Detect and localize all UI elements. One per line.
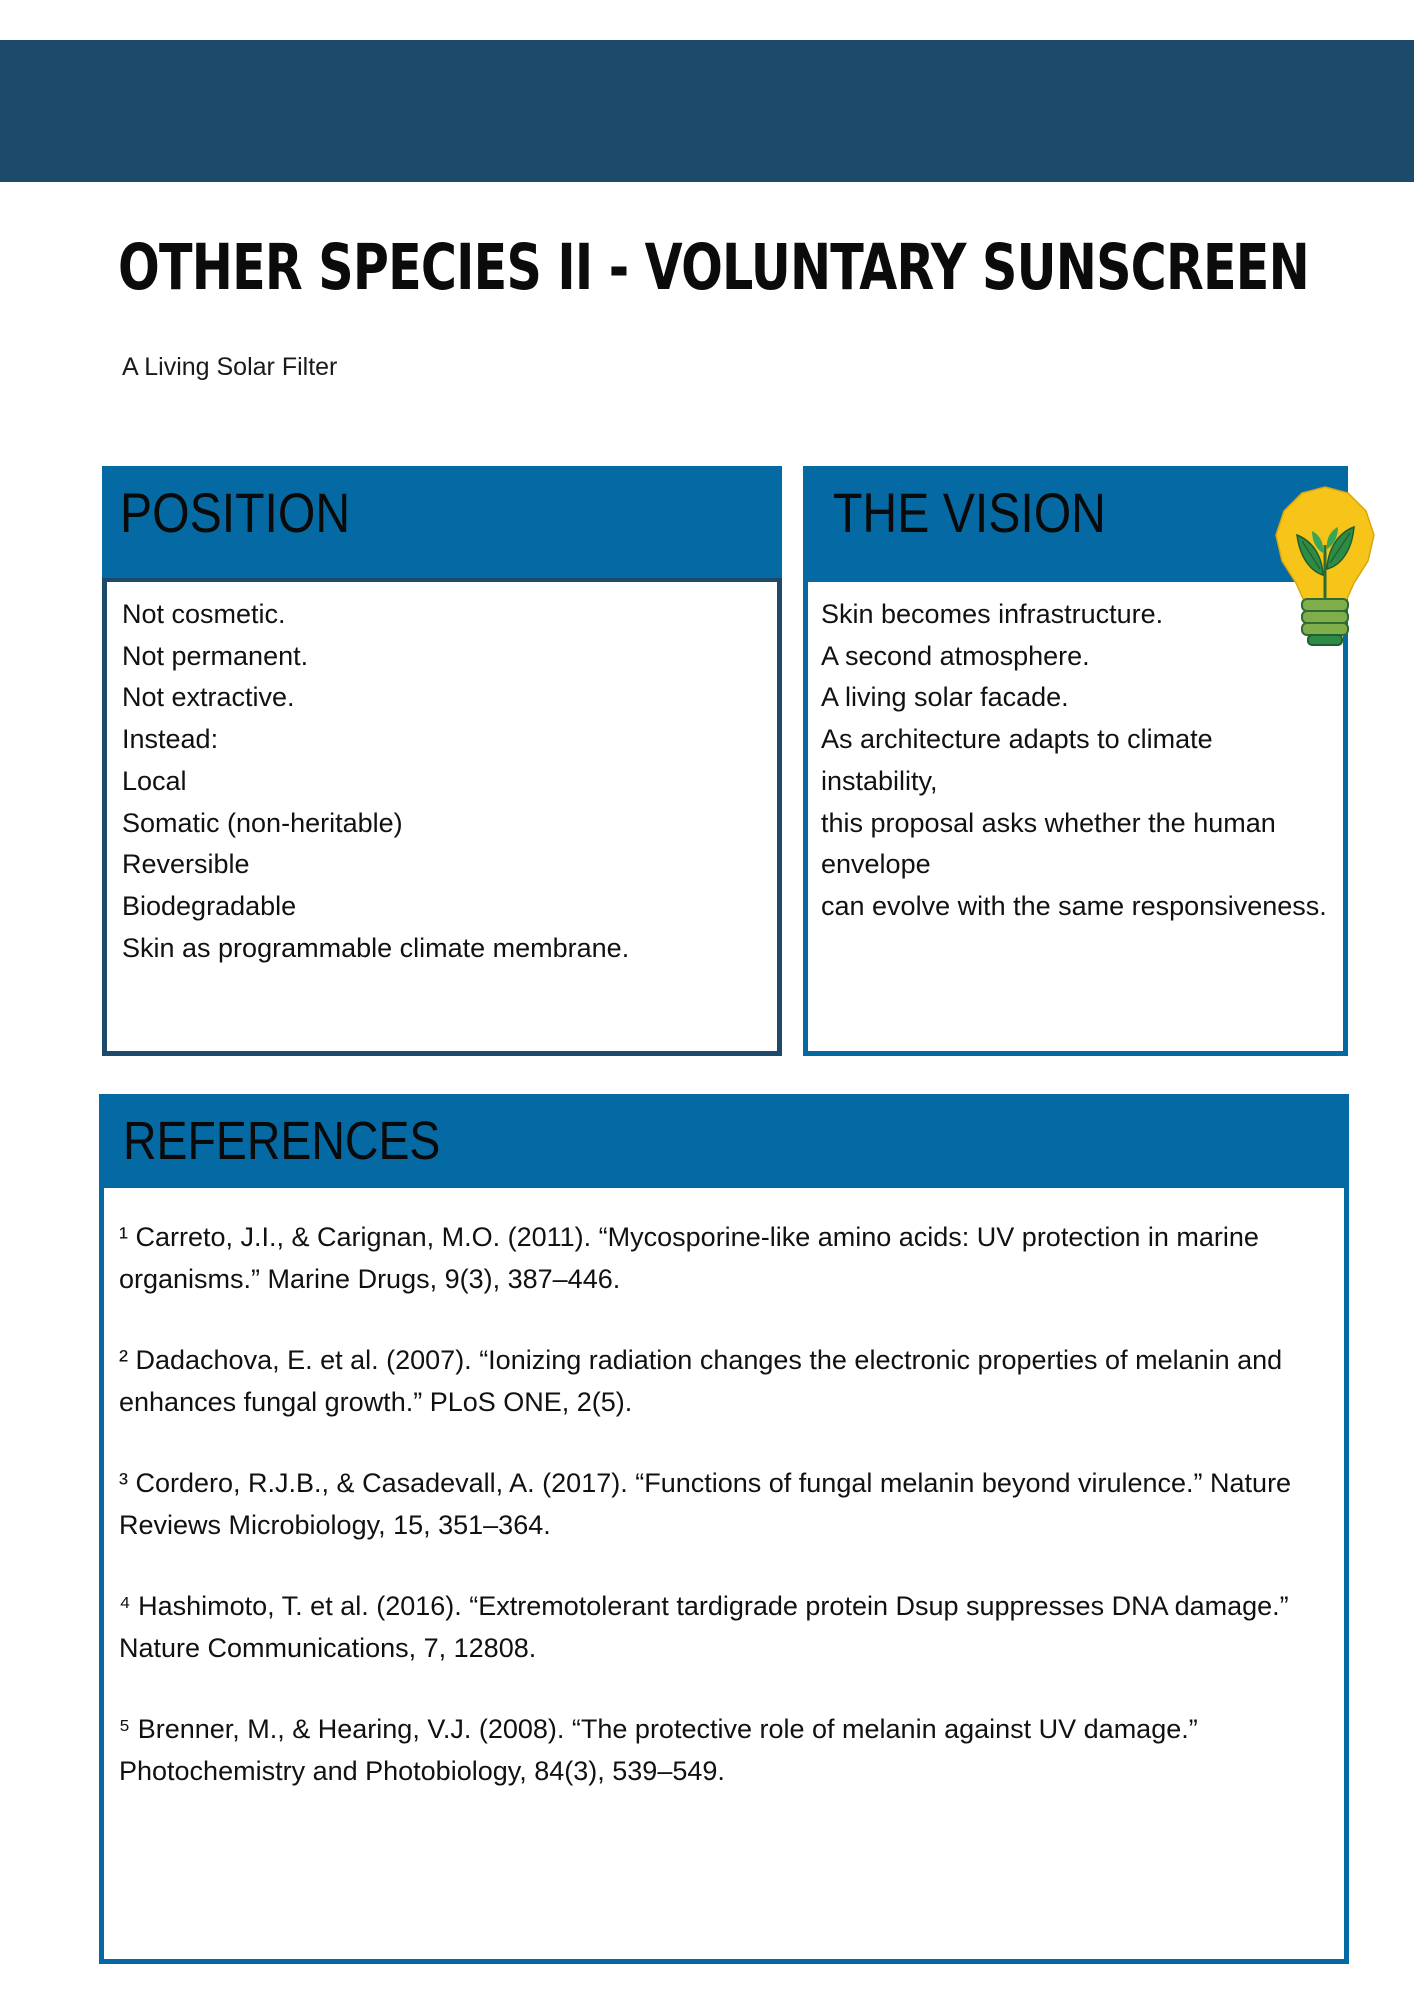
position-panel	[102, 466, 782, 1056]
position-line: Not cosmetic.	[122, 599, 286, 629]
lightbulb-plant-icon	[1270, 483, 1380, 658]
position-line: Instead:	[122, 724, 219, 755]
reference-item: ¹ Carreto, J.I., & Carignan, M.O. (2011). “Mycosporine-like amino acids: UV protection in marine organisms.” Marine Drugs, 9(3), 387–446.	[119, 1222, 1259, 1294]
vision-line: this proposal asks whether the human	[821, 807, 1276, 838]
references-panel	[99, 1094, 1349, 1964]
position-heading: POSITION	[120, 481, 351, 544]
position-line: Reversible	[122, 849, 250, 880]
position-header	[102, 466, 782, 578]
page-title: OTHER SPECIES II - VOLUNTARY SUNSCREEN	[118, 231, 1309, 304]
vision-panel	[803, 466, 1348, 1056]
reference-item: ⁵ Brenner, M., & Hearing, V.J. (2008). “The protective role of melanin against UV damage.” Photochemistry and Photobiology, 84(3), 539–549.	[119, 1714, 1198, 1786]
page-subtitle: A Living Solar Filter	[122, 353, 338, 381]
vision-line: can evolve with the same responsiveness.	[821, 890, 1327, 921]
reference-item: ⁴ Hashimoto, T. et al. (2016). “Extremotolerant tardigrade protein Dsup suppresses DNA damage.” Nature Communications, 7, 12808.	[119, 1591, 1289, 1663]
position-line: Skin as programmable climate membrane.	[122, 932, 630, 963]
vision-line: A second atmosphere.	[821, 640, 1090, 671]
position-line: Biodegradable	[122, 890, 297, 921]
vision-line: instability,	[821, 765, 938, 796]
position-line: Local	[122, 765, 187, 796]
vision-header	[803, 466, 1348, 578]
position-line: Not permanent.	[122, 640, 309, 671]
vision-line: envelope	[821, 849, 931, 880]
vision-line: A living solar facade.	[821, 682, 1069, 713]
reference-item: ² Dadachova, E. et al. (2007). “Ionizing radiation changes the electronic properties of melanin and enhances fungal growth.” PLoS ONE, 2(5).	[119, 1345, 1283, 1417]
vision-list	[821, 594, 1343, 928]
vision-line: Skin becomes infrastructure.	[821, 599, 1164, 629]
vision-heading: THE VISION	[833, 481, 1106, 544]
position-line: Not extractive.	[122, 682, 295, 713]
position-line: Somatic (non-heritable)	[122, 807, 403, 838]
top-banner	[0, 40, 1414, 182]
references-header	[99, 1094, 1349, 1184]
position-list	[122, 594, 777, 969]
references-heading: REFERENCES	[123, 1111, 441, 1171]
vision-line: As architecture adapts to climate	[821, 724, 1213, 755]
references-body	[104, 1184, 1344, 1959]
vision-body	[808, 578, 1343, 1051]
reference-item: ³ Cordero, R.J.B., & Casadevall, A. (2017). “Functions of fungal melanin beyond virulence.” Nature Reviews Microbiology, 15, 351–364.	[119, 1468, 1292, 1540]
position-body	[107, 578, 777, 1051]
